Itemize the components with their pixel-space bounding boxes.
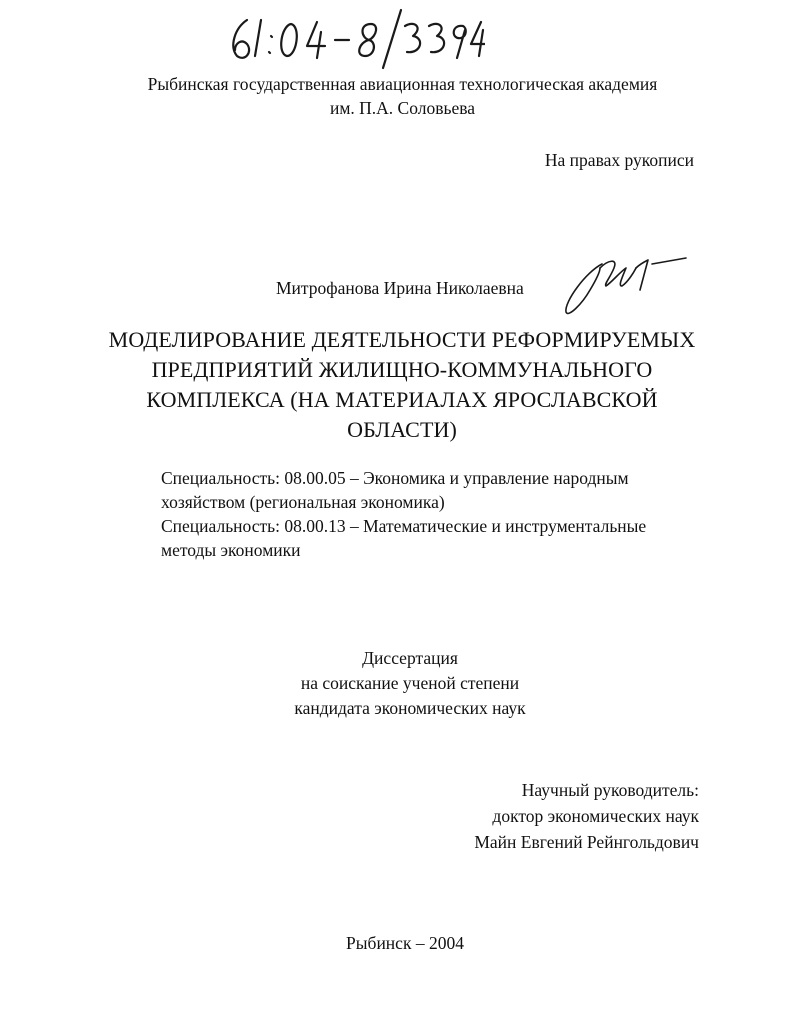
supervisor-label: Научный руководитель: <box>521 780 699 800</box>
dissertation-type <box>200 646 620 721</box>
dissertation-title <box>95 325 709 445</box>
specialty-1-line-1: Специальность: 08.00.05 – Экономика и управление народным <box>161 468 629 488</box>
supervisor-degree: доктор экономических наук <box>492 806 699 826</box>
rights-note: На правах рукописи <box>544 150 694 170</box>
title-line-2: ПРЕДПРИЯТИЙ ЖИЛИЩНО-КОММУНАЛЬНОГО <box>151 357 653 382</box>
author-signature <box>556 246 696 326</box>
title-line-1: МОДЕЛИРОВАНИЕ ДЕЯТЕЛЬНОСТИ РЕФОРМИРУЕМЫХ <box>108 327 696 352</box>
specialties-block <box>161 466 681 562</box>
dissertation-line-1: Диссертация <box>362 648 458 668</box>
specialty-2-line-1: Специальность: 08.00.13 – Математические и инструментальные <box>161 516 647 536</box>
institution-name <box>90 72 715 120</box>
institution-line-1: Рыбинская государственная авиационная технологическая академия <box>147 74 658 94</box>
dissertation-line-3: кандидата экономических наук <box>294 698 526 718</box>
supervisor-name: Майн Евгений Рейнгольдович <box>474 832 699 852</box>
title-line-3: КОМПЛЕКСА (НА МАТЕРИАЛАХ ЯРОСЛАВСКОЙ ОБЛАСТИ) <box>146 387 658 442</box>
supervisor-block <box>474 777 699 855</box>
specialty-2-line-2: методы экономики <box>161 540 301 560</box>
institution-line-2: им. П.А. Соловьева <box>329 98 476 118</box>
handwritten-archive-code <box>225 6 485 70</box>
author-name: Митрофанова Ирина Николаевна <box>276 278 524 298</box>
dissertation-line-2: на соискание ученой степени <box>300 673 520 693</box>
city-year: Рыбинск – 2004 <box>346 933 464 953</box>
specialty-1-line-2: хозяйством (региональная экономика) <box>161 492 445 512</box>
